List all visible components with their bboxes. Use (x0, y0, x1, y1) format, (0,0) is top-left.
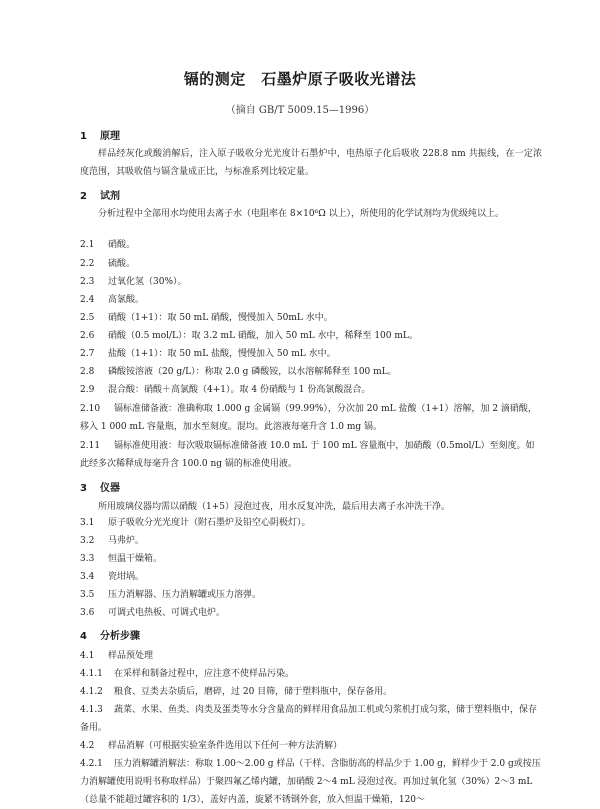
list-item: 3.1 原子吸收分光光度计（附石墨炉及铅空心阴极灯）。 (80, 518, 311, 528)
list-item: 2.2 硫酸。 (80, 259, 136, 269)
section-4-heading (80, 627, 140, 642)
section-2-heading (80, 187, 120, 202)
list-item: 4.1.1 在采样和制备过程中，应注意不使样品污染。 (80, 669, 295, 679)
list-item: 3.3 恒温干燥箱。 (80, 554, 163, 564)
section-number: 2 (80, 191, 87, 202)
document-subtitle: （摘自 GB/T 5009.15—1996） (225, 105, 375, 116)
section-2-intro: 分析过程中全部用水均使用去离子水（电阻率在 8×10⁶Ω 以上），所使用的化学试剂均为优级纯以上。 (98, 209, 505, 219)
section-1-heading (80, 127, 120, 142)
document-title: 镉的测定 石墨炉原子吸收光谱法 (183, 70, 417, 88)
list-item: 2.7 盐酸（1+1）：取 50 mL 盐酸，慢慢加入 50 mL 水中。 (80, 349, 336, 359)
section-title: 仪器 (100, 483, 120, 494)
list-item: 3.2 马弗炉。 (80, 536, 145, 546)
list-item: 2.3 过氧化氢（30%）。 (80, 277, 187, 287)
list-item: 2.10 镉标准储备液：准确称取 1.000 g 金属镉（99.99%），分次加 20 mL 盐酸（1+1）溶解，加 2 滴硝酸，移入 1 000 mL 容量瓶，加水至刻度。混均。此溶液每毫升含 1.0 mg 镉。 (80, 404, 537, 432)
list-item: 2.4 高氯酸。 (80, 295, 145, 305)
list-item: 4.2.1 压力消解罐消解法：称取 1.00～2.00 g 样品（干样、含脂肪高的样品少于 1.00 g，鲜样少于 2.0 g或按压力消解罐使用说明书称取样品）于聚四氟乙烯内罐，加硝酸 2～4 mL 浸泡过夜。再加过氧化氢（30%）2～3 mL（总量不能超过罐容积的 1/3），盖好内盖，旋紧不锈钢外套，放入恒温干燥箱，120～ (80, 759, 541, 805)
section-number: 4 (80, 631, 87, 642)
list-item: 2.5 硝酸（1+1）：取 50 mL 硝酸，慢慢加入 50mL 水中。 (80, 313, 333, 323)
list-item: 4.1.3 蔬菜、水果、鱼类、肉类及蛋类等水分含量高的鲜样用食品加工机或匀浆机打成匀浆，储于塑料瓶中，保存备用。 (80, 705, 538, 733)
section-number: 1 (80, 131, 87, 142)
section-title: 原理 (100, 131, 120, 142)
section-title: 分析步骤 (100, 631, 140, 642)
list-item: 4.1.2 粮食、豆类去杂质后，磨碎，过 20 目筛，储于塑料瓶中，保存备用。 (80, 687, 393, 697)
section-1-text: 样品经灰化或酸消解后，注入原子吸收分光光度计石墨炉中，电热原子化后吸收 228.8 nm 共振线，在一定浓度范围，其吸收值与镉含量成正比，与标准系列比较定量。 (80, 149, 542, 177)
list-item: 2.6 硝酸（0.5 mol/L）：取 3.2 mL 硝酸，加入 50 mL 水中，稀释至 100 mL。 (80, 331, 418, 341)
list-item: 2.11 镉标准使用液：每次吸取镉标准储备液 10.0 mL 于 100 mL 容量瓶中，加硝酸（0.5mol/L）至刻度。如此经多次稀释成每毫升含 100.0 ng 镉的标准使用液。 (80, 441, 535, 469)
list-item: 2.1 硝酸。 (80, 240, 136, 250)
section-number: 3 (80, 483, 87, 494)
list-item: 2.8 磷酸铵溶液（20 g/L）：称取 2.0 g 磷酸铵，以水溶解稀释至 100 mL。 (80, 367, 397, 377)
section-title: 试剂 (100, 191, 120, 202)
list-item: 4.2 样品消解（可根据实验室条件选用以下任何一种方法消解） (80, 741, 343, 751)
list-item: 4.1 样品预处理 (80, 651, 154, 661)
list-item: 2.9 混合酸：硝酸＋高氯酸（4+1）。取 4 份硝酸与 1 份高氯酸混合。 (80, 385, 371, 395)
list-item: 3.6 可调式电热板、可调式电炉。 (80, 608, 226, 618)
list-item: 3.5 压力消解器、压力消解罐或压力溶弹。 (80, 590, 262, 600)
section-3-intro: 所用玻璃仪器均需以硝酸（1+5）浸泡过夜，用水反复冲洗，最后用去离子水冲洗干净。 (98, 502, 450, 512)
list-item: 3.4 瓷坩埚。 (80, 572, 145, 582)
section-3-heading (80, 479, 120, 494)
